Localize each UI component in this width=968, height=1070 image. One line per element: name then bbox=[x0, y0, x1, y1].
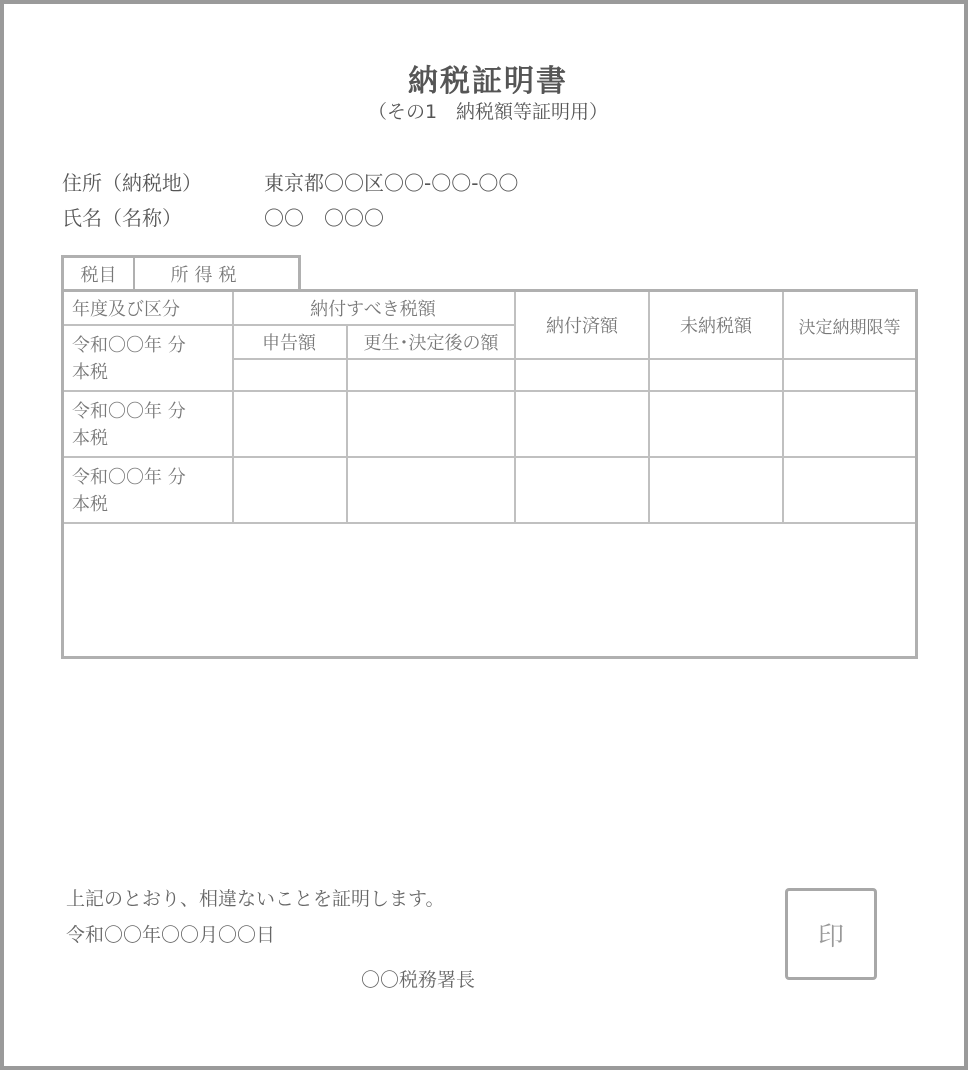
row-period-label: 令和〇〇年 分 本税 bbox=[72, 467, 186, 515]
document-subtitle: （その1 納税額等証明用） bbox=[367, 101, 609, 123]
header-deadline: 決定納期限等 bbox=[798, 317, 901, 338]
header-after-correction: 更生･決定後の額 bbox=[363, 333, 499, 354]
row-period-label: 令和〇〇年 分 本税 bbox=[72, 335, 186, 383]
tax-item-box bbox=[61, 255, 301, 289]
seal-stamp: 印 bbox=[785, 888, 877, 980]
table-grid-line bbox=[64, 390, 915, 392]
certification-statement: 上記のとおり、相違ないことを証明します。 bbox=[66, 888, 445, 910]
document-title: 納税証明書 bbox=[408, 64, 568, 99]
header-payable-group: 納付すべき税額 bbox=[310, 299, 436, 320]
tax-amount-table bbox=[61, 289, 918, 659]
table-grid-line bbox=[64, 522, 915, 524]
tax-item-value: 所得税 bbox=[170, 264, 243, 286]
table-grid-line bbox=[232, 358, 915, 360]
name-value: 〇〇 〇〇〇 bbox=[264, 206, 384, 230]
table-grid-line bbox=[64, 456, 915, 458]
name-label: 氏名（名称） bbox=[62, 206, 182, 230]
row-period-label: 令和〇〇年 分 本税 bbox=[72, 401, 186, 449]
issuer-name: 〇〇税務署長 bbox=[361, 969, 476, 991]
header-declared: 申告額 bbox=[262, 333, 316, 354]
tax-item-label: 税目 bbox=[64, 258, 135, 289]
header-period: 年度及び区分 bbox=[72, 299, 180, 320]
address-value: 東京都〇〇区〇〇-〇〇-〇〇 bbox=[264, 171, 519, 195]
header-paid: 納付済額 bbox=[546, 316, 618, 337]
header-unpaid: 未納税額 bbox=[680, 316, 752, 337]
issue-date: 令和〇〇年〇〇月〇〇日 bbox=[66, 924, 276, 946]
address-label: 住所（納税地） bbox=[62, 171, 202, 195]
